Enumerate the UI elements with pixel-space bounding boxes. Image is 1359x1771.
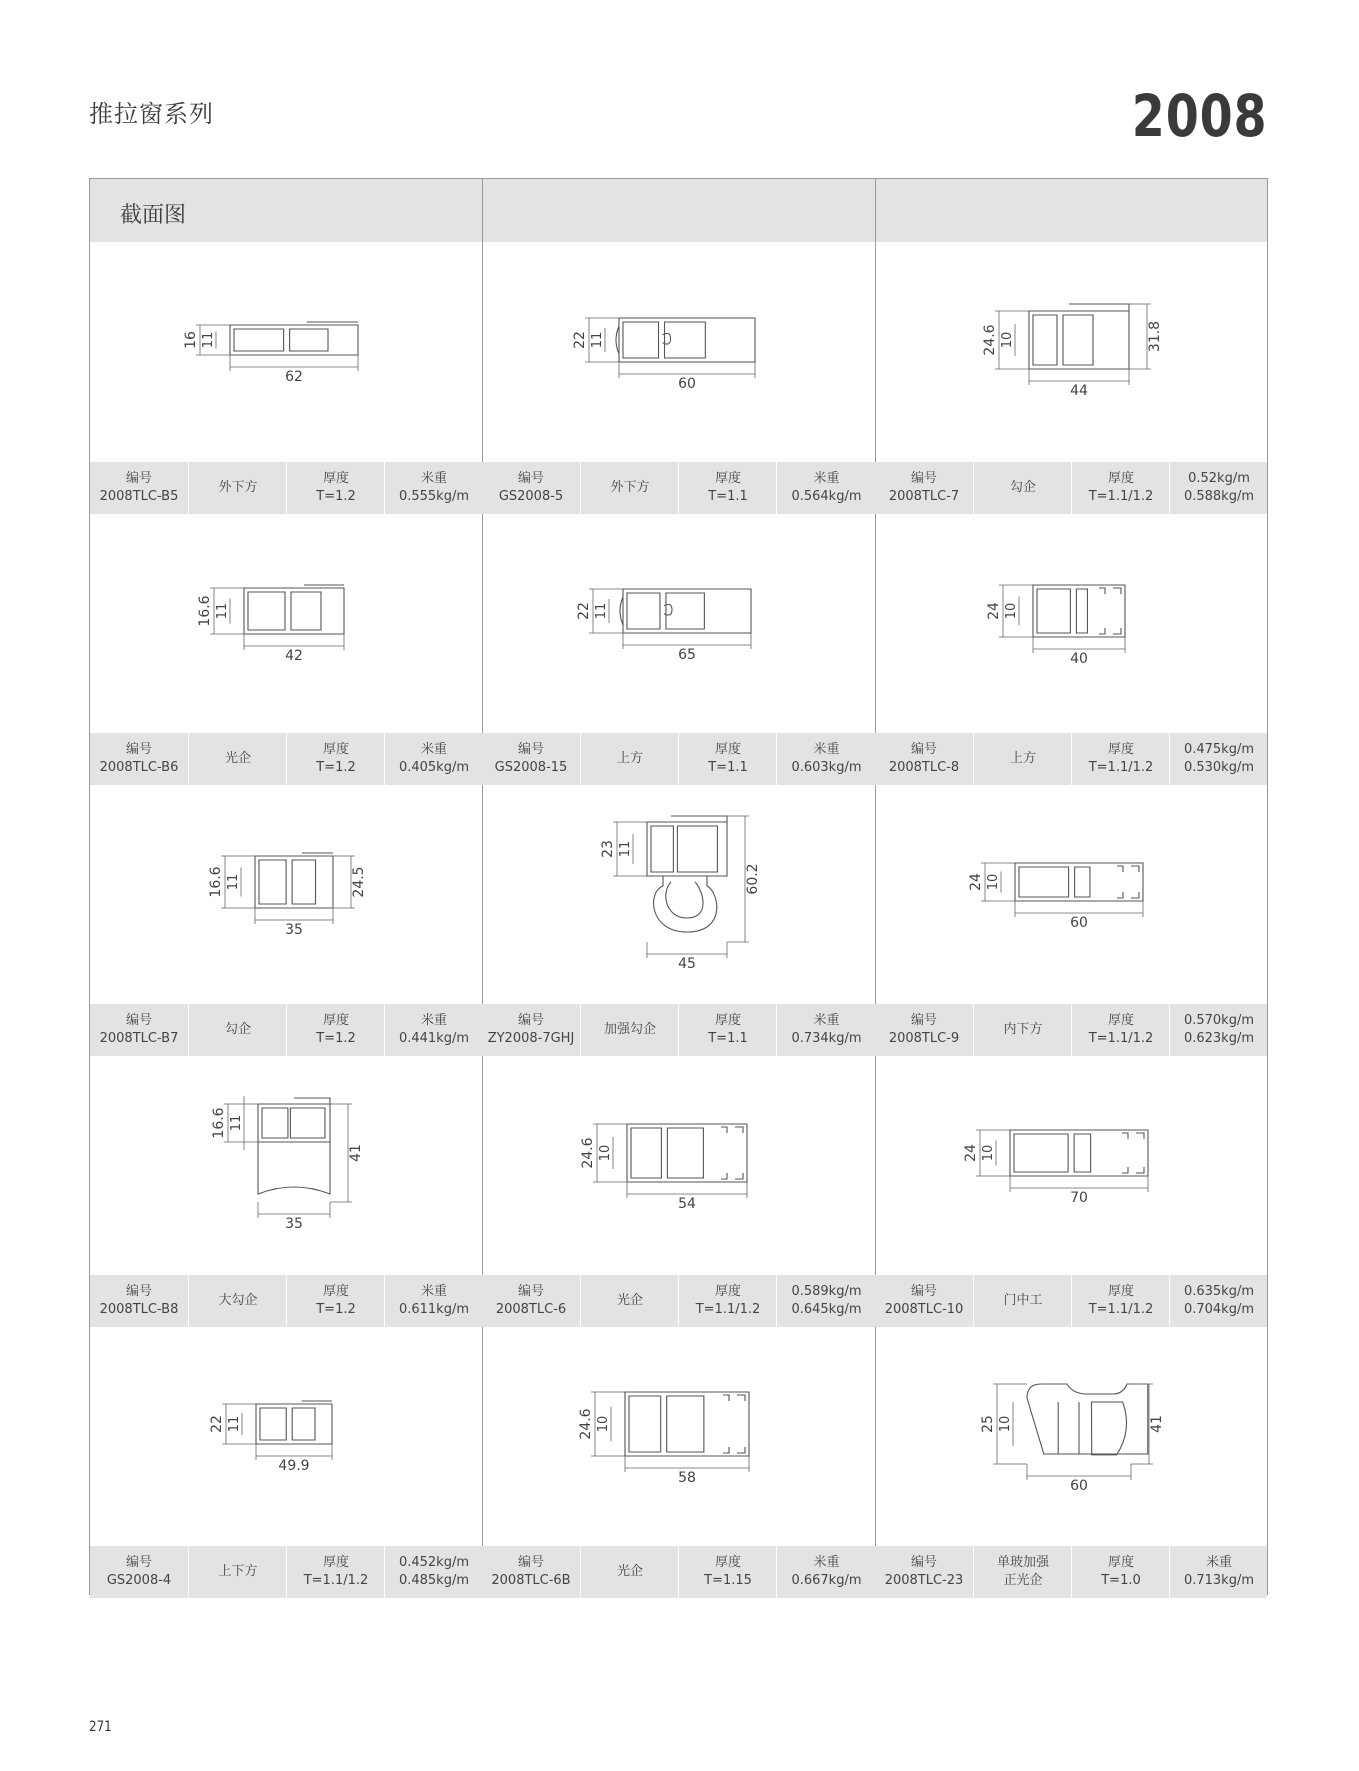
thickness-text: 厚度 [714,1284,741,1299]
weight-text: 米重 [1205,1555,1232,1570]
thickness-cell [286,1004,385,1056]
thickness-text: 厚度 [1107,1013,1134,1028]
section-drawing-svg [875,1055,1267,1275]
profile-info-row [875,1004,1267,1056]
profile-drawing [482,1055,875,1275]
thickness-text: T=1.15 [704,1573,752,1588]
thickness-text: T=1.2 [316,760,356,775]
thickness-text: 厚度 [714,1555,741,1570]
code-text: 2008TLC-6 [495,1302,567,1317]
section-drawing-svg [482,242,875,462]
code-text: 编号 [125,1013,152,1028]
code-cell [482,462,580,514]
profile-drawing [482,1326,875,1546]
code-cell [90,462,188,514]
weight-text: 0.564kg/m [791,489,862,504]
weight-text: 0.570kg/m [1183,1013,1255,1028]
code-cell [90,1546,188,1598]
svg-text:49.9: 49.9 [278,1458,310,1474]
code-text: 编号 [910,742,937,757]
svg-text:16.6: 16.6 [208,866,224,898]
thickness-text: 厚度 [714,471,741,486]
thickness-cell [1071,1275,1170,1327]
weight-text: 米重 [813,742,840,757]
svg-text:41: 41 [1149,1415,1165,1433]
code-text: GS2008-15 [494,760,568,775]
name-text: 上下方 [218,1564,258,1579]
profile-info-row [90,1546,482,1598]
weight-text: 0.452kg/m [398,1555,470,1570]
thickness-text: 厚度 [322,1013,349,1028]
profile-info-row [482,1546,875,1598]
code-text: 2008TLC-9 [888,1031,960,1046]
section-drawing-svg [875,1326,1267,1546]
name-text: 单玻加强 [996,1555,1049,1570]
svg-text:70: 70 [1070,1190,1088,1206]
code-text: 编号 [125,742,152,757]
thickness-text: T=1.1/1.2 [1088,1031,1154,1046]
weight-text: 0.530kg/m [1183,760,1255,775]
name-cell [188,462,287,514]
code-text: 2008TLC-B5 [99,489,179,504]
profile-drawing [875,513,1267,733]
series-number: 2008 [1131,82,1267,150]
section-drawing-svg [482,513,875,733]
thickness-cell [1071,733,1170,785]
section-drawing-svg [875,513,1267,733]
name-cell [973,733,1072,785]
thickness-text: T=1.1/1.2 [695,1302,761,1317]
weight-text: 米重 [813,1013,840,1028]
svg-text:31.8: 31.8 [1147,320,1163,353]
thickness-text: T=1.0 [1101,1573,1141,1588]
svg-text:24: 24 [986,602,1002,620]
name-cell [580,462,679,514]
weight-text: 0.667kg/m [791,1573,862,1588]
profile-info-row [482,733,875,785]
code-cell [482,1275,580,1327]
thickness-cell [286,1546,385,1598]
weight-cell [1169,733,1268,785]
thickness-text: 厚度 [322,742,349,757]
section-drawing-svg [90,1055,482,1275]
weight-text: 0.603kg/m [791,760,862,775]
name-cell [973,1546,1072,1598]
svg-text:10: 10 [1000,331,1015,349]
thickness-text: T=1.1/1.2 [1088,760,1154,775]
svg-text:23: 23 [600,840,616,858]
code-text: 编号 [125,1284,152,1299]
thickness-text: T=1.1 [708,760,748,775]
thickness-text: 厚度 [714,742,741,757]
svg-text:24.6: 24.6 [580,1137,596,1169]
svg-text:24.6: 24.6 [982,324,998,356]
weight-cell [384,462,483,514]
code-text: 2008TLC-B7 [99,1031,179,1046]
thickness-cell [678,462,777,514]
code-text: GS2008-5 [498,489,564,504]
svg-text:24: 24 [963,1144,979,1162]
weight-cell [384,1275,483,1327]
weight-text: 0.713kg/m [1183,1573,1255,1588]
code-cell [875,1275,973,1327]
code-text: 编号 [517,1013,544,1028]
weight-text: 米重 [813,471,840,486]
svg-text:11: 11 [618,840,633,858]
code-text: 2008TLC-8 [888,760,960,775]
code-text: 2008TLC-B6 [99,760,179,775]
svg-text:58: 58 [678,1470,696,1486]
weight-text: 0.704kg/m [1183,1302,1255,1317]
section-drawing-svg [90,513,482,733]
svg-text:11: 11 [227,1415,242,1433]
svg-text:24.5: 24.5 [351,866,367,898]
name-cell [580,1546,679,1598]
code-text: 编号 [517,1555,544,1570]
name-cell [580,733,679,785]
code-text: 2008TLC-6B [491,1573,571,1588]
name-text: 加强勾企 [603,1022,656,1037]
name-cell [973,1275,1072,1327]
name-text: 光企 [616,1564,643,1579]
name-text: 大勾企 [218,1293,258,1308]
thickness-text: 厚度 [322,471,349,486]
code-cell [90,1004,188,1056]
thickness-cell [1071,1004,1170,1056]
name-cell [188,1004,287,1056]
name-cell [580,1004,679,1056]
svg-text:44: 44 [1070,383,1088,399]
code-cell [90,1275,188,1327]
svg-text:60: 60 [678,376,696,392]
code-text: 2008TLC-10 [884,1302,964,1317]
weight-cell [776,1546,876,1598]
name-text: 上方 [616,751,643,766]
code-cell [875,462,973,514]
svg-text:24: 24 [968,873,984,891]
section-drawing-svg [875,784,1267,1004]
thickness-text: 厚度 [1107,1555,1134,1570]
code-text: 编号 [125,471,152,486]
name-cell [973,1004,1072,1056]
svg-text:11: 11 [590,331,605,349]
name-text: 上方 [1009,751,1036,766]
svg-text:10: 10 [986,873,1001,891]
code-text: 编号 [910,471,937,486]
svg-text:25: 25 [980,1415,996,1433]
name-text: 勾企 [1009,480,1036,495]
section-drawing-svg [90,784,482,1004]
name-text: 光企 [616,1293,643,1308]
code-cell [875,733,973,785]
series-title: 推拉窗系列 [89,100,214,128]
code-cell [482,1546,580,1598]
name-cell [188,1275,287,1327]
code-text: 2008TLC-B8 [99,1302,179,1317]
weight-cell [384,733,483,785]
profile-drawing [875,1055,1267,1275]
profile-drawing [482,242,875,462]
name-text: 门中工 [1003,1293,1043,1308]
weight-text: 米重 [420,471,447,486]
svg-text:41: 41 [348,1144,364,1162]
profile-drawing [90,784,482,1004]
name-text: 勾企 [224,1022,251,1037]
section-drawing-svg [875,242,1267,462]
weight-text: 0.555kg/m [398,489,470,504]
weight-text: 米重 [813,1555,840,1570]
weight-cell [776,733,876,785]
svg-text:10: 10 [981,1144,996,1162]
svg-text:42: 42 [285,648,303,664]
weight-text: 米重 [420,1284,447,1299]
svg-text:60.2: 60.2 [745,863,761,895]
name-cell [973,462,1072,514]
weight-cell [776,1275,876,1327]
section-drawing-svg [482,1326,875,1546]
profile-drawing [875,242,1267,462]
svg-text:11: 11 [226,873,241,891]
name-text: 外下方 [218,480,258,495]
svg-text:10: 10 [596,1415,611,1433]
svg-text:22: 22 [576,602,592,620]
code-cell [90,733,188,785]
svg-text:45: 45 [678,956,696,972]
svg-text:11: 11 [229,1114,244,1132]
weight-text: 0.589kg/m [791,1284,862,1299]
weight-cell [1169,1546,1268,1598]
weight-text: 0.405kg/m [398,760,470,775]
code-text: 2008TLC-23 [884,1573,964,1588]
svg-text:24.6: 24.6 [578,1408,594,1440]
weight-cell [776,1004,876,1056]
profile-info-row [482,1004,875,1056]
weight-cell [1169,1004,1268,1056]
thickness-cell [1071,462,1170,514]
svg-text:16: 16 [183,331,199,349]
code-cell [875,1546,973,1598]
weight-cell [1169,462,1268,514]
thickness-text: 厚度 [714,1013,741,1028]
thickness-text: 厚度 [1107,742,1134,757]
svg-text:35: 35 [285,922,303,938]
section-drawing-svg [90,242,482,462]
profile-info-row [875,1275,1267,1327]
svg-text:10: 10 [598,1144,613,1162]
name-cell [580,1275,679,1327]
weight-text: 0.485kg/m [398,1573,470,1588]
weight-text: 0.734kg/m [791,1031,862,1046]
code-text: 编号 [125,1555,152,1570]
weight-text: 0.475kg/m [1183,742,1255,757]
thickness-cell [286,733,385,785]
profile-info-row [875,462,1267,514]
svg-text:60: 60 [1070,915,1088,931]
svg-text:11: 11 [215,602,230,620]
weight-text: 0.52kg/m [1188,471,1250,486]
thickness-text: T=1.1 [708,1031,748,1046]
code-text: 编号 [910,1013,937,1028]
name-text: 外下方 [610,480,650,495]
svg-text:10: 10 [998,1415,1013,1433]
profile-info-row [482,1275,875,1327]
svg-text:40: 40 [1070,651,1088,667]
thickness-cell [678,1546,777,1598]
profile-info-row [90,1004,482,1056]
code-text: ZY2008-7GHJ [487,1031,575,1046]
code-text: GS2008-4 [106,1573,172,1588]
code-text: 2008TLC-7 [888,489,960,504]
thickness-text: T=1.1/1.2 [1088,489,1154,504]
svg-text:22: 22 [572,331,588,349]
thickness-cell [678,1004,777,1056]
weight-cell [776,462,876,514]
weight-text: 0.645kg/m [791,1302,862,1317]
profile-drawing [90,1326,482,1546]
thickness-text: 厚度 [1107,471,1134,486]
profile-info-row [875,1546,1267,1598]
profile-drawing [90,242,482,462]
svg-text:60: 60 [1070,1478,1088,1494]
thickness-cell [678,1275,777,1327]
svg-text:22: 22 [209,1415,225,1433]
weight-cell [1169,1275,1268,1327]
profile-drawing [90,513,482,733]
weight-text: 米重 [420,1013,447,1028]
section-drawing-svg [90,1326,482,1546]
code-cell [482,1004,580,1056]
code-text: 编号 [517,471,544,486]
weight-text: 米重 [420,742,447,757]
thickness-text: T=1.2 [316,1031,356,1046]
thickness-cell [286,1275,385,1327]
code-cell [875,1004,973,1056]
svg-text:35: 35 [285,1216,303,1232]
weight-text: 0.588kg/m [1183,489,1255,504]
name-text: 正光企 [1003,1573,1043,1588]
name-cell [188,733,287,785]
section-label: 截面图 [120,203,187,228]
profile-drawing [90,1055,482,1275]
svg-text:62: 62 [285,369,303,385]
weight-text: 0.611kg/m [398,1302,470,1317]
svg-text:16.6: 16.6 [211,1107,227,1139]
thickness-cell [286,462,385,514]
thickness-cell [1071,1546,1170,1598]
weight-text: 0.635kg/m [1183,1284,1255,1299]
profile-info-row [90,462,482,514]
profile-info-row [90,733,482,785]
weight-cell [384,1546,483,1598]
profile-drawing [875,784,1267,1004]
svg-text:16.6: 16.6 [197,595,213,627]
thickness-text: T=1.1/1.2 [303,1573,369,1588]
name-text: 内下方 [1003,1022,1043,1037]
profile-drawing [482,784,875,1004]
thickness-text: T=1.1/1.2 [1088,1302,1154,1317]
svg-text:11: 11 [594,602,609,620]
profile-drawing [482,513,875,733]
weight-text: 0.623kg/m [1183,1031,1255,1046]
profile-info-row [482,462,875,514]
thickness-text: T=1.1 [708,489,748,504]
profile-info-row [90,1275,482,1327]
thickness-text: 厚度 [322,1555,349,1570]
thickness-text: 厚度 [322,1284,349,1299]
thickness-cell [678,733,777,785]
svg-text:65: 65 [678,647,696,663]
code-text: 编号 [910,1555,937,1570]
section-drawing-svg [482,1055,875,1275]
code-text: 编号 [517,1284,544,1299]
svg-text:54: 54 [678,1196,696,1212]
weight-text: 0.441kg/m [398,1031,470,1046]
thickness-text: T=1.2 [316,489,356,504]
thickness-text: T=1.2 [316,1302,356,1317]
svg-text:11: 11 [201,331,216,349]
thickness-text: 厚度 [1107,1284,1134,1299]
table-header [90,179,1267,242]
page-number: 271 [89,1719,112,1735]
profile-drawing [875,1326,1267,1546]
weight-cell [384,1004,483,1056]
name-cell [188,1546,287,1598]
code-text: 编号 [910,1284,937,1299]
svg-text:10: 10 [1004,602,1019,620]
code-cell [482,733,580,785]
profile-table [89,178,1268,1595]
profile-info-row [875,733,1267,785]
section-drawing-svg [482,784,875,1004]
code-text: 编号 [517,742,544,757]
name-text: 光企 [224,751,251,766]
